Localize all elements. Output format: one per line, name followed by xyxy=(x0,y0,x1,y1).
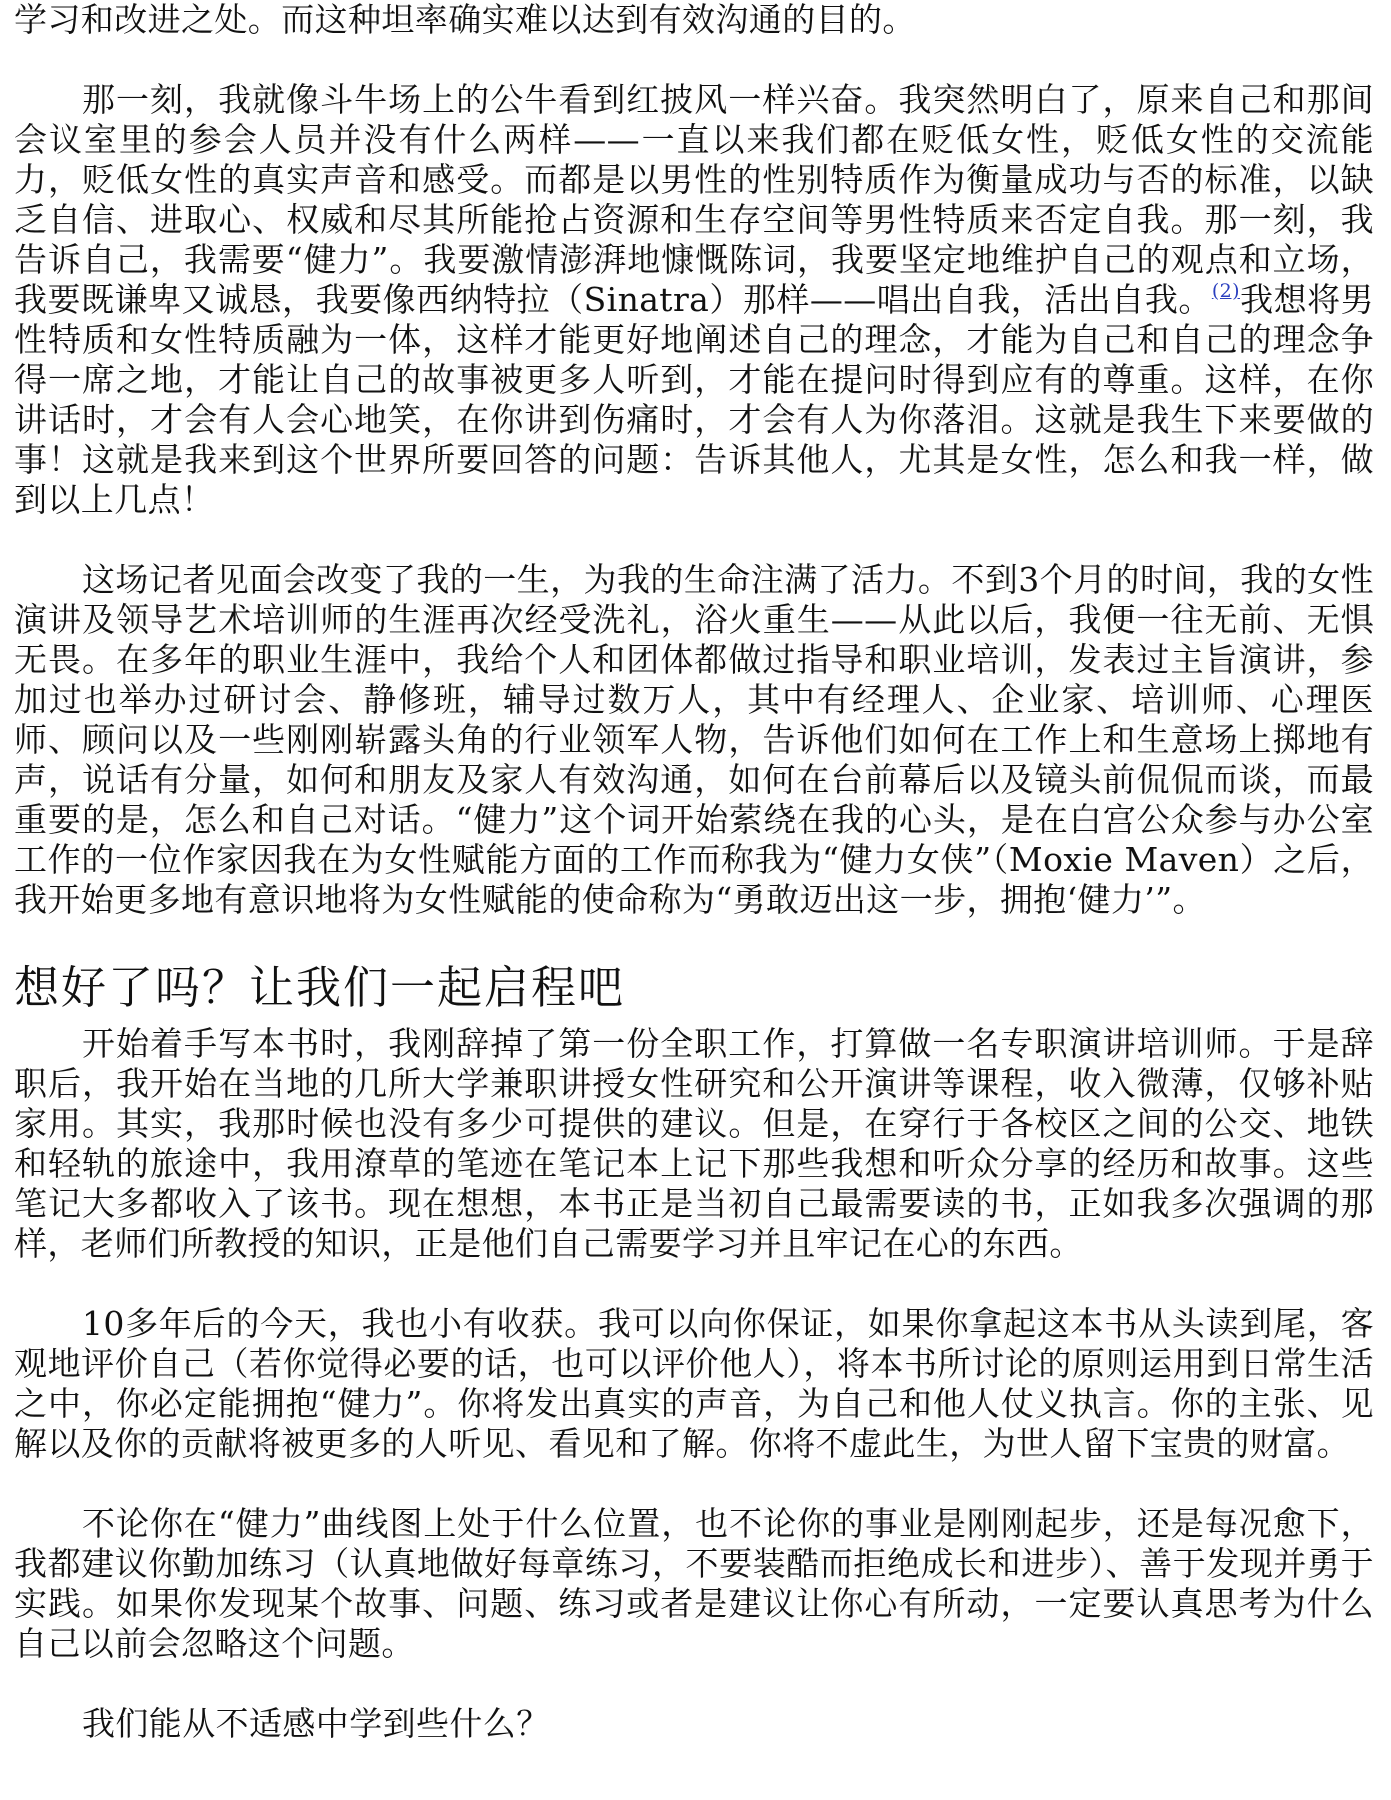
paragraph-2 xyxy=(14,80,1374,520)
document-page xyxy=(14,0,1374,1744)
section-heading: 想好了吗？让我们一起启程吧 xyxy=(14,961,626,1014)
paragraph-6: 不论你在“健力”曲线图上处于什么位置，也不论你的事业是刚刚起步，还是每况愈下，我都建议你勤加练习（认真地做好每章练习，不要装酷而拒绝成长和进步）、善于发现并勇于实践。如果你发现某个故事、问题、练习或者是建议让你心有所动，一定要认真思考为什么自己以前会忽略这个问题。 xyxy=(14,1504,1374,1663)
paragraph-7: 我们能从不适感中学到些什么？ xyxy=(82,1704,550,1743)
paragraph-2-text-b: 我想将男性特质和女性特质融为一体，这样才能更好地阐述自己的理念，才能为自己和自己的理念争得一席之地，才能让自己的故事被更多人听到，才能在提问时得到应有的尊重。这样，在你讲话时，才会有人会心地笑，在你讲到伤痛时，才会有人为你落泪。这就是我生下来要做的事！这就是我来到这个世界所要回答的问题：告诉其他人，尤其是女性，怎么和我一样，做到以上几点！ xyxy=(14,280,1374,519)
paragraph-2-text-a: 那一刻，我就像斗牛场上的公牛看到红披风一样兴奋。我突然明白了，原来自己和那间会议室里的参会人员并没有什么两样——一直以来我们都在贬低女性，贬低女性的交流能力，贬低女性的真实声音和感受。而都是以男性的性别特质作为衡量成功与否的标准，以缺乏自信、进取心、权威和尽其所能抢占资源和生存空间等男性特质来否定自我。那一刻，我告诉自己，我需要“健力”。我要激情澎湃地慷慨陈词，我要坚定地维护自己的观点和立场，我要既谦卑又诚恳，我要像西纳特拉（Sinatra）那样——唱出自我，活出自我。 xyxy=(14,80,1374,319)
paragraph-3: 这场记者见面会改变了我的一生，为我的生命注满了活力。不到3个月的时间，我的女性演讲及领导艺术培训师的生涯再次经受洗礼，浴火重生——从此以后，我便一往无前、无惧无畏。在多年的职业生涯中，我给个人和团体都做过指导和职业培训，发表过主旨演讲，参加过也举办过研讨会、静修班，辅导过数万人，其中有经理人、企业家、培训师、心理医师、顾问以及一些刚刚崭露头角的行业领军人物，告诉他们如何在工作上和生意场上掷地有声，说话有分量，如何和朋友及家人有效沟通，如何在台前幕后以及镜头前侃侃而谈，而最重要的是，怎么和自己对话。“健力”这个词开始萦绕在我的心头，是在白宫公众参与办公室工作的一位作家因我在为女性赋能方面的工作而称我为“健力女侠”（Moxie Maven）之后，我开始更多地有意识地将为女性赋能的使命称为“勇敢迈出这一步，拥抱‘健力’”。 xyxy=(14,560,1374,919)
footnote-link[interactable]: (2) xyxy=(1211,280,1240,302)
paragraph-1: 学习和改进之处。而这种坦率确实难以达到有效沟通的目的。 xyxy=(14,0,916,39)
paragraph-5: 10多年后的今天，我也小有收获。我可以向你保证，如果你拿起这本书从头读到尾，客观地评价自己（若你觉得必要的话，也可以评价他人），将本书所讨论的原则运用到日常生活之中，你必定能拥抱“健力”。你将发出真实的声音，为自己和他人仗义执言。你的主张、见解以及你的贡献将被更多的人听见、看见和了解。你将不虚此生，为世人留下宝贵的财富。 xyxy=(14,1304,1374,1463)
paragraph-4: 开始着手写本书时，我刚辞掉了第一份全职工作，打算做一名专职演讲培训师。于是辞职后，我开始在当地的几所大学兼职讲授女性研究和公开演讲等课程，收入微薄，仅够补贴家用。其实，我那时候也没有多少可提供的建议。但是，在穿行于各校区之间的公交、地铁和轻轨的旅途中，我用潦草的笔迹在笔记本上记下那些我想和听众分享的经历和故事。这些笔记大多都收入了该书。现在想想，本书正是当初自己最需要读的书，正如我多次强调的那样，老师们所教授的知识，正是他们自己需要学习并且牢记在心的东西。 xyxy=(14,1024,1374,1263)
